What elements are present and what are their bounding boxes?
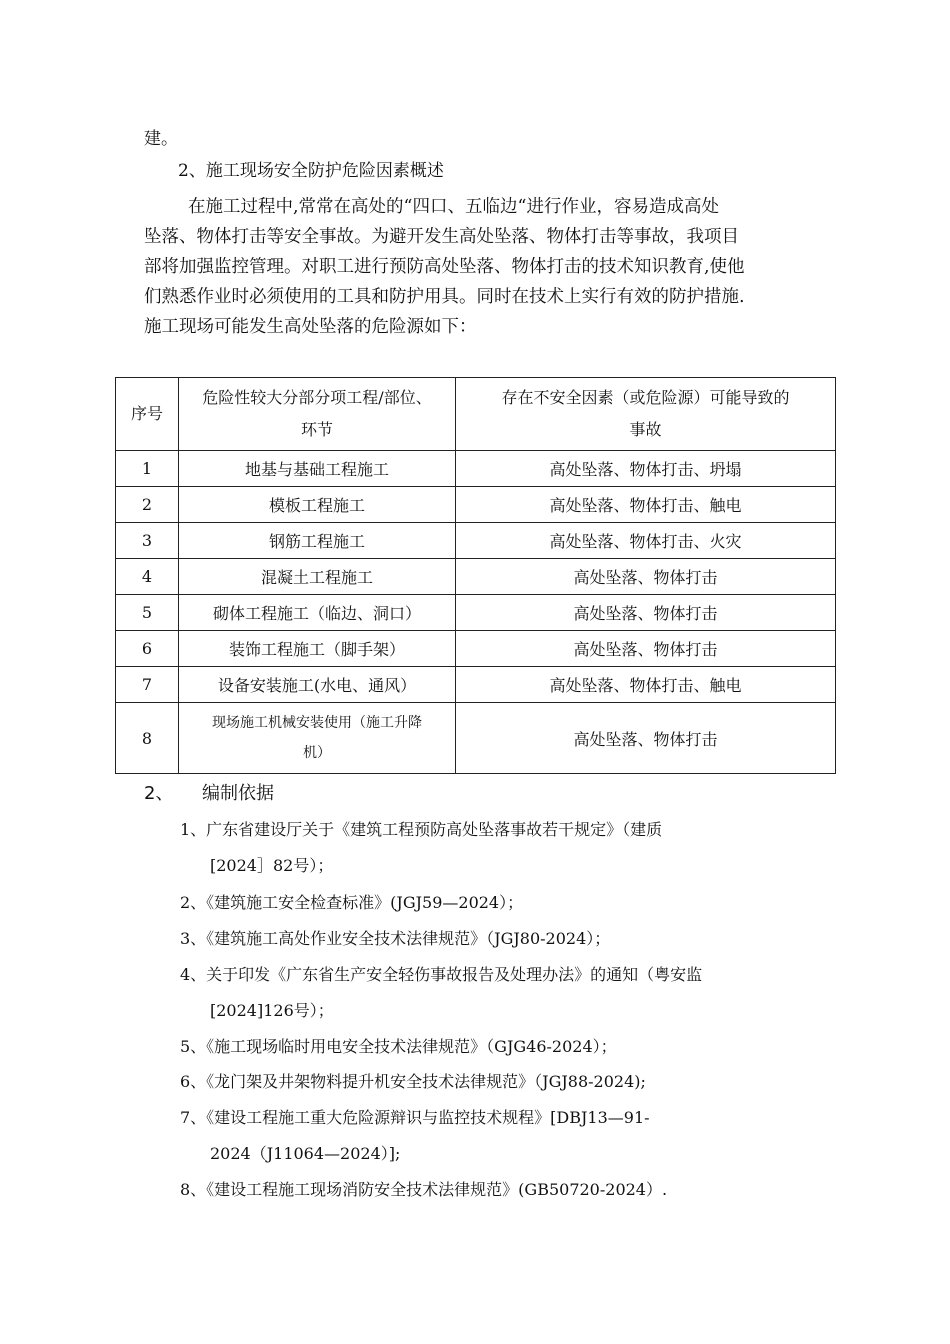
table-row <box>116 523 836 559</box>
row-accident: 高处坠落、物体打击、火灾 <box>456 523 836 559</box>
row-item <box>179 703 456 774</box>
paragraph-line: 施工现场可能发生高处坠落的危险源如下： <box>144 317 477 337</box>
row-item-line1: 现场施工机械安装使用（施工升降 <box>212 715 422 731</box>
paragraph-line: 在施工过程中,常常在高处的“四口、五临边“进行作业，容易造成高处 <box>188 197 719 217</box>
hazard-table <box>115 377 836 774</box>
basis-item: 2、《建筑施工安全检查标准》(JGJ59—2024）； <box>180 893 524 912</box>
basis-item: 4、关于印发《广东省生产安全轻伤事故报告及处理办法》的通知（粤安监 <box>180 965 703 984</box>
row-accident: 高处坠落、物体打击、触电 <box>456 667 836 703</box>
row-accident: 高处坠落、物体打击 <box>456 595 836 631</box>
header-item-line1: 危险性较大分部分项工程/部位、 <box>202 388 432 407</box>
basis-item: 5、《施工现场临时用电安全技术法律规范》（GJG46-2024）； <box>180 1037 617 1056</box>
row-item: 钢筋工程施工 <box>179 523 456 559</box>
basis-heading-title: 编制依据 <box>202 783 274 804</box>
row-no: 5 <box>116 595 179 631</box>
basis-item: 7、《建设工程施工重大危险源辩识与监控技术规程》[DBJ13—91- <box>180 1108 650 1127</box>
basis-item: [2024］82号）； <box>210 856 334 875</box>
intro-fragment: 建。 <box>144 129 178 149</box>
basis-heading-number: 2、 <box>144 783 174 804</box>
header-accident-line2: 事故 <box>629 420 662 439</box>
paragraph-line: 部将加强监控管理。对职工进行预防高处坠落、物体打击的技术知识教育,使他 <box>144 257 745 277</box>
header-no: 序号 <box>116 378 179 451</box>
row-no: 7 <box>116 667 179 703</box>
table-header-row <box>116 378 836 451</box>
row-accident: 高处坠落、物体打击、坍塌 <box>456 451 836 487</box>
row-item-line2: 机） <box>303 745 331 761</box>
row-no: 1 <box>116 451 179 487</box>
row-no: 8 <box>116 703 179 774</box>
row-accident: 高处坠落、物体打击 <box>456 631 836 667</box>
row-accident: 高处坠落、物体打击、触电 <box>456 487 836 523</box>
table-row <box>116 703 836 774</box>
row-accident: 高处坠落、物体打击 <box>456 703 836 774</box>
row-item: 混凝土工程施工 <box>179 559 456 595</box>
row-item: 装饰工程施工（脚手架） <box>179 631 456 667</box>
row-no: 6 <box>116 631 179 667</box>
header-accident-line1: 存在不安全因素（或危险源）可能导致的 <box>501 388 790 407</box>
basis-item: 3、《建筑施工高处作业安全技术法律规范》（JGJ80-2024）； <box>180 929 611 948</box>
row-no: 3 <box>116 523 179 559</box>
header-accident <box>456 378 836 451</box>
hazard-paragraph <box>144 192 816 342</box>
table-row <box>116 667 836 703</box>
table-row <box>116 451 836 487</box>
basis-item: 2024（J11064—2024）]; <box>210 1144 401 1163</box>
table-row <box>116 559 836 595</box>
paragraph-line: 们熟悉作业时必须使用的工具和防护用具。同时在技术上实行有效的防护措施. <box>144 287 745 307</box>
row-item: 设备安装施工(水电、通风） <box>179 667 456 703</box>
table-row <box>116 487 836 523</box>
section-title: 2、施工现场安全防护危险因素概述 <box>178 161 444 181</box>
row-no: 4 <box>116 559 179 595</box>
table-row <box>116 631 836 667</box>
row-item: 模板工程施工 <box>179 487 456 523</box>
header-item-line2: 环节 <box>300 420 333 439</box>
basis-item: 8、《建设工程施工现场消防安全技术法律规范》(GB50720-2024）. <box>180 1180 668 1199</box>
table-row <box>116 595 836 631</box>
paragraph-line: 坠落、物体打击等安全事故。为避开发生高处坠落、物体打击等事故，我项目 <box>144 227 739 247</box>
row-no: 2 <box>116 487 179 523</box>
row-item: 地基与基础工程施工 <box>179 451 456 487</box>
header-item <box>179 378 456 451</box>
basis-item: [2024]126号）； <box>210 1001 334 1020</box>
row-item: 砌体工程施工（临边、洞口） <box>179 595 456 631</box>
basis-item: 6、《龙门架及井架物料提升机安全技术法律规范》（JGJ88-2024); <box>180 1072 646 1091</box>
basis-item: 1、广东省建设厅关于《建筑工程预防高处坠落事故若干规定》（建质 <box>180 820 663 839</box>
row-accident: 高处坠落、物体打击 <box>456 559 836 595</box>
basis-heading <box>144 780 274 808</box>
